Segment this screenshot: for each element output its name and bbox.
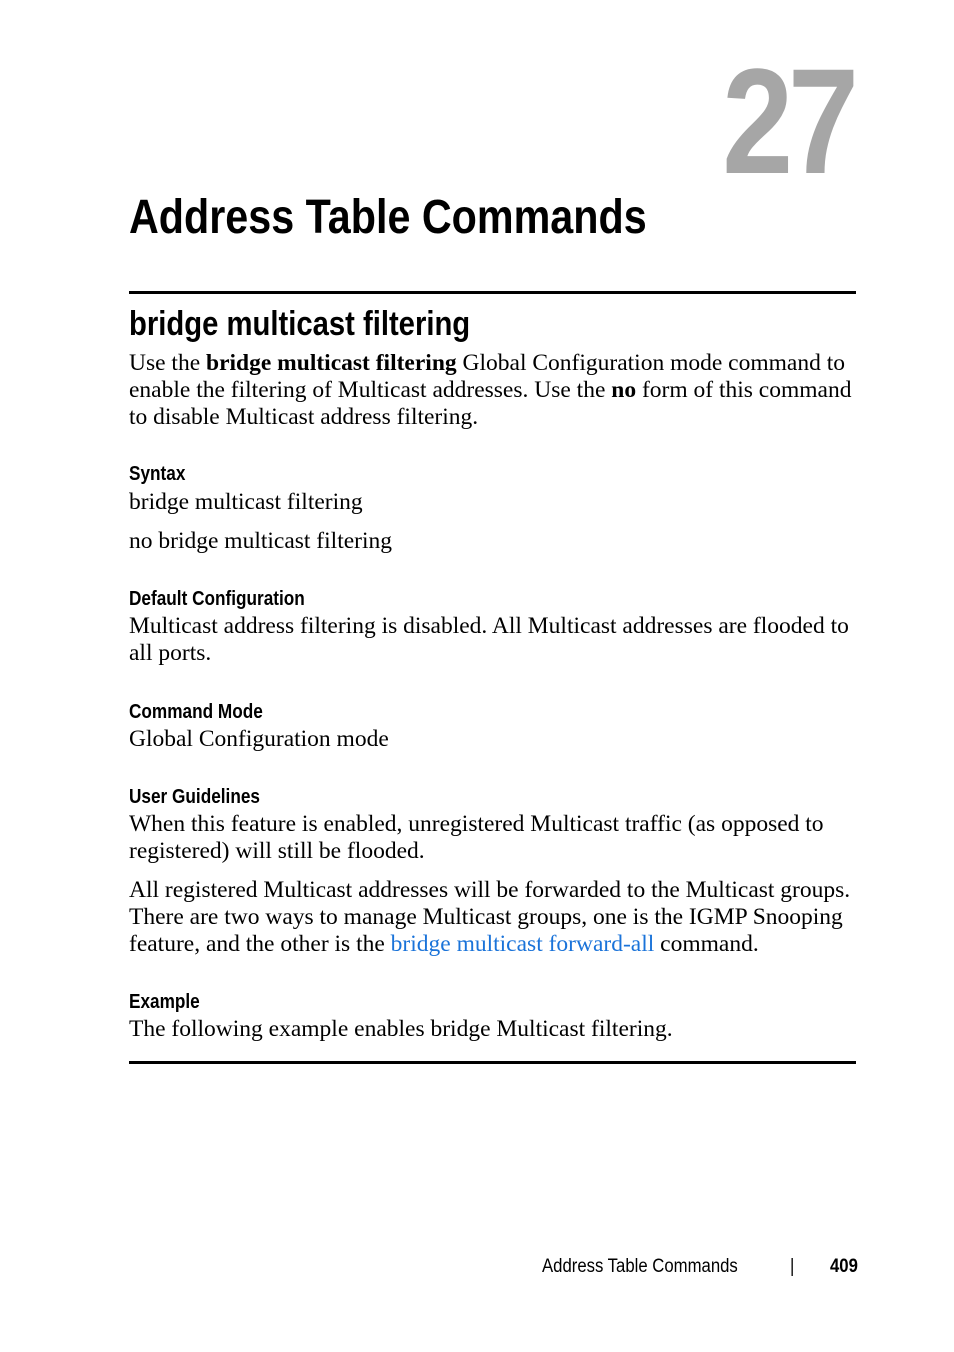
- forward-all-link[interactable]: bridge multicast forward-all: [390, 931, 655, 957]
- text: All registered Multicast addresses will be forwarded to the Multicast groups. There are two ways to manage Multicast groups, one is the IGMP Snooping feature, and the other is the: [129, 877, 851, 957]
- section-title: bridge multicast filtering: [129, 305, 471, 343]
- example-heading: Example: [129, 991, 200, 1013]
- page-number: 409: [830, 1256, 858, 1277]
- footer-title: Address Table Commands: [542, 1256, 738, 1277]
- syntax-line-1: bridge multicast filtering: [129, 489, 363, 515]
- text: Use the: [129, 350, 207, 376]
- guidelines-p2: [129, 877, 859, 958]
- syntax-line-2: no bridge multicast filtering: [129, 528, 393, 554]
- chapter-title: Address Table Commands: [129, 191, 647, 244]
- intro-paragraph: [129, 350, 859, 431]
- footer-separator: |: [790, 1256, 795, 1277]
- text: Global Configuration mode command to enable the filtering of Multicast addresses. Use the: [129, 350, 845, 403]
- guidelines-heading: User Guidelines: [129, 786, 260, 808]
- default-heading: Default Configuration: [129, 588, 305, 610]
- guidelines-p1: When this feature is enabled, unregistered Multicast traffic (as opposed to registered) will still be flooded.: [129, 811, 824, 864]
- command-name: bridge multicast filtering: [206, 350, 457, 376]
- default-text: Multicast address filtering is disabled. All Multicast addresses are flooded to all ports.: [129, 613, 849, 666]
- bottom-rule: [129, 1061, 856, 1064]
- syntax-heading: Syntax: [129, 463, 186, 485]
- chapter-number: 27: [722, 37, 854, 205]
- no-keyword: no: [611, 377, 637, 403]
- mode-text: Global Configuration mode: [129, 726, 389, 752]
- top-rule: [129, 291, 856, 294]
- example-text: The following example enables bridge Multicast filtering.: [129, 1016, 673, 1042]
- text: command.: [654, 931, 759, 957]
- mode-heading: Command Mode: [129, 701, 263, 723]
- text: form of this command to disable Multicast address filtering.: [129, 377, 852, 430]
